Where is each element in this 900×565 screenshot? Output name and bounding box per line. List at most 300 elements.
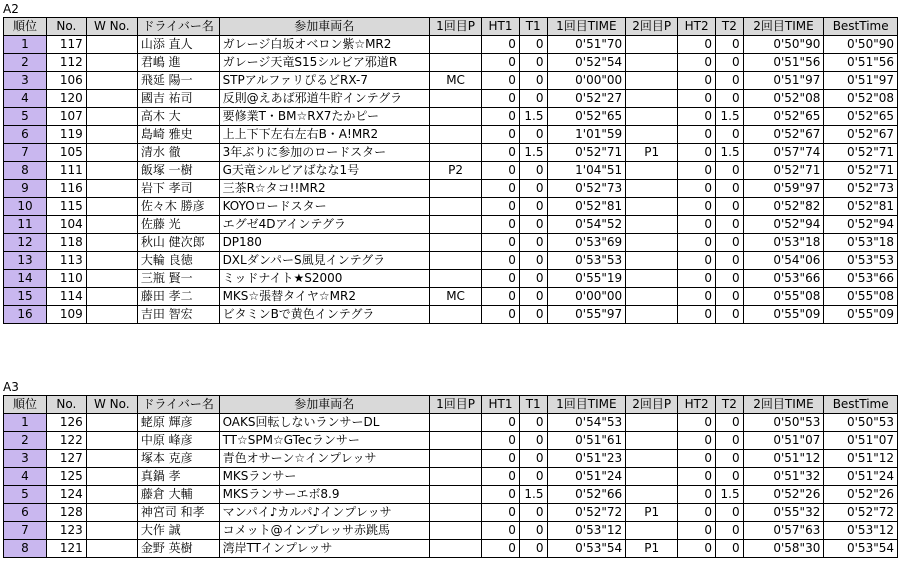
cell-ht2: 0 (678, 36, 716, 54)
cell-ht2: 0 (678, 288, 716, 306)
cell-run1-time: 0'52"54 (547, 54, 626, 72)
cell-run1-penalty (430, 486, 482, 504)
cell-t1: 1.5 (519, 108, 547, 126)
cell-position: 7 (4, 522, 47, 540)
cell-run1-time: 0'53"12 (547, 522, 626, 540)
cell-run1-time: 0'52"66 (547, 486, 626, 504)
cell-run1-penalty (430, 90, 482, 108)
column-header-ht2: HT2 (678, 396, 716, 414)
cell-car-number: 116 (46, 180, 86, 198)
cell-run2-penalty (626, 522, 678, 540)
cell-car-number: 112 (46, 54, 86, 72)
cell-car-name: ビタミンBで黄色インテグラ (219, 306, 429, 324)
cell-best-time: 0'51"56 (824, 54, 898, 72)
cell-t1: 0 (519, 252, 547, 270)
cell-t2: 0 (716, 72, 744, 90)
cell-run1-time: 0'53"69 (547, 234, 626, 252)
cell-ht1: 0 (482, 540, 520, 558)
table-row (4, 216, 898, 234)
cell-position: 2 (4, 54, 47, 72)
cell-run1-time: 0'52"27 (547, 90, 626, 108)
cell-car-name: 青色オサーン☆インプレッサ (219, 450, 429, 468)
cell-car-number: 105 (46, 144, 86, 162)
cell-run1-time: 0'55"19 (547, 270, 626, 288)
cell-position: 15 (4, 288, 47, 306)
cell-ht1: 0 (482, 234, 520, 252)
cell-run2-time: 0'58"30 (743, 540, 824, 558)
cell-car-name: KOYOロードスター (219, 198, 429, 216)
cell-driver-name: 金野 英樹 (137, 540, 219, 558)
cell-position: 8 (4, 540, 47, 558)
cell-t2: 0 (716, 126, 744, 144)
cell-run2-time: 0'59"97 (743, 180, 824, 198)
cell-ht2: 0 (678, 162, 716, 180)
cell-best-time: 0'53"54 (824, 540, 898, 558)
cell-w-number (86, 144, 137, 162)
cell-ht1: 0 (482, 252, 520, 270)
column-header-car-number: No. (46, 396, 86, 414)
cell-position: 10 (4, 198, 47, 216)
cell-driver-name: 神宮司 和孝 (137, 504, 219, 522)
column-header-w-number: W No. (86, 18, 137, 36)
cell-best-time: 0'51"12 (824, 450, 898, 468)
cell-driver-name: 真鍋 孝 (137, 468, 219, 486)
cell-run2-penalty (626, 252, 678, 270)
table-row (4, 522, 898, 540)
cell-t2: 0 (716, 432, 744, 450)
cell-car-name: DXLダンパーS風見インテグラ (219, 252, 429, 270)
cell-driver-name: 君嶋 進 (137, 54, 219, 72)
cell-run2-time: 0'52"08 (743, 90, 824, 108)
cell-w-number (86, 450, 137, 468)
cell-position: 8 (4, 162, 47, 180)
cell-run1-penalty (430, 522, 482, 540)
table-row (4, 72, 898, 90)
cell-car-number: 119 (46, 126, 86, 144)
cell-ht1: 0 (482, 144, 520, 162)
cell-run1-penalty (430, 144, 482, 162)
cell-ht1: 0 (482, 198, 520, 216)
cell-run1-penalty: P2 (430, 162, 482, 180)
cell-run1-time: 0'52"81 (547, 198, 626, 216)
cell-driver-name: 大作 誠 (137, 522, 219, 540)
cell-ht2: 0 (678, 450, 716, 468)
cell-t2: 0 (716, 468, 744, 486)
class-label-a3: A3 (3, 380, 19, 394)
column-header-best-time: BestTime (824, 18, 898, 36)
cell-w-number (86, 486, 137, 504)
cell-t2: 0 (716, 306, 744, 324)
cell-car-name: 反則@えあば邪道牛貯インテグラ (219, 90, 429, 108)
cell-run2-penalty (626, 486, 678, 504)
cell-best-time: 0'55"08 (824, 288, 898, 306)
cell-run2-time: 0'55"08 (743, 288, 824, 306)
cell-run2-time: 0'53"66 (743, 270, 824, 288)
cell-run2-penalty: P1 (626, 540, 678, 558)
cell-car-number: 126 (46, 414, 86, 432)
cell-driver-name: 高木 大 (137, 108, 219, 126)
cell-w-number (86, 126, 137, 144)
cell-t1: 0 (519, 180, 547, 198)
column-header-ht2: HT2 (678, 18, 716, 36)
cell-position: 4 (4, 90, 47, 108)
cell-position: 1 (4, 36, 47, 54)
cell-t2: 0 (716, 216, 744, 234)
cell-run1-time: 0'51"61 (547, 432, 626, 450)
cell-run2-penalty (626, 234, 678, 252)
cell-car-number: 118 (46, 234, 86, 252)
cell-w-number (86, 108, 137, 126)
cell-run2-time: 0'52"71 (743, 162, 824, 180)
cell-t1: 0 (519, 450, 547, 468)
cell-car-number: 117 (46, 36, 86, 54)
cell-ht2: 0 (678, 468, 716, 486)
cell-t2: 1.5 (716, 108, 744, 126)
table-row (4, 414, 898, 432)
cell-ht1: 0 (482, 468, 520, 486)
cell-ht2: 0 (678, 72, 716, 90)
cell-t1: 0 (519, 522, 547, 540)
cell-w-number (86, 504, 137, 522)
column-header-t2: T2 (716, 18, 744, 36)
cell-t2: 0 (716, 90, 744, 108)
cell-ht2: 0 (678, 126, 716, 144)
cell-position: 3 (4, 450, 47, 468)
cell-run2-time: 0'52"67 (743, 126, 824, 144)
cell-t1: 0 (519, 90, 547, 108)
cell-best-time: 0'51"07 (824, 432, 898, 450)
cell-car-name: 要修業T・BM☆RX7たかピー (219, 108, 429, 126)
cell-run1-penalty (430, 198, 482, 216)
cell-ht1: 0 (482, 54, 520, 72)
cell-car-name: MKS☆張替タイヤ☆MR2 (219, 288, 429, 306)
cell-position: 14 (4, 270, 47, 288)
cell-best-time: 0'52"65 (824, 108, 898, 126)
cell-run1-penalty (430, 180, 482, 198)
cell-run2-penalty (626, 306, 678, 324)
cell-driver-name: 藤倉 大輔 (137, 486, 219, 504)
cell-run2-penalty (626, 450, 678, 468)
cell-position: 6 (4, 504, 47, 522)
cell-driver-name: 清水 徹 (137, 144, 219, 162)
table-row (4, 252, 898, 270)
cell-t2: 0 (716, 234, 744, 252)
cell-t2: 0 (716, 522, 744, 540)
table-row (4, 54, 898, 72)
column-header-car-name: 参加車両名 (219, 18, 429, 36)
cell-t1: 0 (519, 216, 547, 234)
cell-t2: 0 (716, 252, 744, 270)
cell-t1: 0 (519, 468, 547, 486)
cell-position: 5 (4, 486, 47, 504)
cell-car-name: マンパイ♪カルパ♪インプレッサ (219, 504, 429, 522)
table-row (4, 234, 898, 252)
cell-run2-time: 0'52"65 (743, 108, 824, 126)
cell-best-time: 0'51"24 (824, 468, 898, 486)
cell-run1-penalty (430, 54, 482, 72)
cell-run2-penalty (626, 126, 678, 144)
cell-t1: 0 (519, 54, 547, 72)
cell-w-number (86, 234, 137, 252)
cell-car-number: 113 (46, 252, 86, 270)
results-table-a3 (3, 395, 898, 558)
cell-run2-penalty (626, 72, 678, 90)
cell-position: 12 (4, 234, 47, 252)
cell-run2-penalty (626, 288, 678, 306)
cell-best-time: 0'52"94 (824, 216, 898, 234)
cell-t1: 0 (519, 414, 547, 432)
cell-run1-time: 0'51"24 (547, 468, 626, 486)
cell-ht2: 0 (678, 504, 716, 522)
cell-w-number (86, 288, 137, 306)
cell-ht2: 0 (678, 414, 716, 432)
cell-run1-time: 0'52"65 (547, 108, 626, 126)
cell-driver-name: 塚本 克彦 (137, 450, 219, 468)
cell-ht1: 0 (482, 450, 520, 468)
cell-t2: 0 (716, 180, 744, 198)
cell-run1-time: 0'53"54 (547, 540, 626, 558)
cell-w-number (86, 162, 137, 180)
cell-run1-time: 1'04"51 (547, 162, 626, 180)
cell-car-name: コメット@インプレッサ赤跳馬 (219, 522, 429, 540)
cell-car-number: 124 (46, 486, 86, 504)
cell-run1-time: 0'52"73 (547, 180, 626, 198)
table-row (4, 144, 898, 162)
cell-run2-time: 0'53"18 (743, 234, 824, 252)
cell-ht2: 0 (678, 144, 716, 162)
cell-w-number (86, 36, 137, 54)
cell-car-number: 123 (46, 522, 86, 540)
cell-best-time: 0'53"53 (824, 252, 898, 270)
cell-run2-time: 0'50"53 (743, 414, 824, 432)
cell-t2: 0 (716, 288, 744, 306)
cell-driver-name: 山添 直人 (137, 36, 219, 54)
cell-t1: 0 (519, 234, 547, 252)
cell-car-name: STPアルファリぴるどRX-7 (219, 72, 429, 90)
cell-w-number (86, 522, 137, 540)
cell-car-name: 3年ぶりに参加のロードスター (219, 144, 429, 162)
class-label-a2: A2 (3, 2, 19, 16)
column-header-w-number: W No. (86, 396, 137, 414)
cell-run2-time: 0'57"63 (743, 522, 824, 540)
column-header-ht1: HT1 (482, 396, 520, 414)
table-row (4, 270, 898, 288)
cell-t2: 0 (716, 450, 744, 468)
cell-ht2: 0 (678, 90, 716, 108)
table-row (4, 540, 898, 558)
cell-position: 16 (4, 306, 47, 324)
cell-driver-name: 吉田 智宏 (137, 306, 219, 324)
cell-run1-penalty (430, 450, 482, 468)
cell-car-number: 111 (46, 162, 86, 180)
cell-run2-penalty (626, 198, 678, 216)
header-row (4, 396, 898, 414)
cell-best-time: 0'50"53 (824, 414, 898, 432)
cell-t1: 0 (519, 270, 547, 288)
cell-car-number: 114 (46, 288, 86, 306)
cell-car-name: 三茶R☆タコ!!MR2 (219, 180, 429, 198)
cell-w-number (86, 414, 137, 432)
table-row (4, 36, 898, 54)
cell-run2-penalty (626, 270, 678, 288)
column-header-run2-time: 2回目TIME (743, 18, 824, 36)
cell-run1-time: 0'53"53 (547, 252, 626, 270)
cell-car-name: ガレージ天竜S15シルビア邪道R (219, 54, 429, 72)
cell-position: 1 (4, 414, 47, 432)
cell-run2-time: 0'52"26 (743, 486, 824, 504)
cell-run2-penalty (626, 216, 678, 234)
cell-ht1: 0 (482, 432, 520, 450)
cell-ht2: 0 (678, 306, 716, 324)
cell-best-time: 0'53"66 (824, 270, 898, 288)
cell-w-number (86, 72, 137, 90)
cell-driver-name: 蛯原 輝彦 (137, 414, 219, 432)
column-header-run1-time: 1回目TIME (547, 18, 626, 36)
cell-ht2: 0 (678, 540, 716, 558)
cell-best-time: 0'52"73 (824, 180, 898, 198)
cell-run2-time: 0'51"56 (743, 54, 824, 72)
cell-driver-name: 秋山 健次郎 (137, 234, 219, 252)
cell-t2: 0 (716, 162, 744, 180)
table-row (4, 198, 898, 216)
cell-run2-penalty (626, 432, 678, 450)
cell-car-name: 湾岸TTインプレッサ (219, 540, 429, 558)
cell-car-number: 106 (46, 72, 86, 90)
cell-ht1: 0 (482, 522, 520, 540)
cell-run1-time: 0'52"72 (547, 504, 626, 522)
cell-driver-name: 藤田 孝二 (137, 288, 219, 306)
cell-best-time: 0'52"71 (824, 162, 898, 180)
cell-t2: 1.5 (716, 144, 744, 162)
cell-car-number: 115 (46, 198, 86, 216)
cell-car-name: ガレージ白坂オベロン紫☆MR2 (219, 36, 429, 54)
cell-t2: 0 (716, 270, 744, 288)
cell-t1: 0 (519, 36, 547, 54)
cell-ht2: 0 (678, 180, 716, 198)
cell-t1: 0 (519, 540, 547, 558)
cell-driver-name: 佐々木 勝彦 (137, 198, 219, 216)
cell-position: 7 (4, 144, 47, 162)
cell-t1: 0 (519, 504, 547, 522)
column-header-run1-penalty: 1回目P (430, 396, 482, 414)
cell-run2-penalty (626, 180, 678, 198)
cell-run2-time: 0'52"82 (743, 198, 824, 216)
table-row (4, 432, 898, 450)
cell-run2-time: 0'57"74 (743, 144, 824, 162)
cell-run1-time: 1'01"59 (547, 126, 626, 144)
cell-t1: 0 (519, 198, 547, 216)
cell-run2-time: 0'55"09 (743, 306, 824, 324)
cell-run1-penalty (430, 504, 482, 522)
column-header-car-name: 参加車両名 (219, 396, 429, 414)
cell-run2-time: 0'55"32 (743, 504, 824, 522)
cell-run1-time: 0'51"70 (547, 36, 626, 54)
table-row (4, 486, 898, 504)
cell-w-number (86, 180, 137, 198)
cell-ht2: 0 (678, 54, 716, 72)
cell-position: 6 (4, 126, 47, 144)
cell-run2-time: 0'52"94 (743, 216, 824, 234)
cell-t1: 1.5 (519, 486, 547, 504)
cell-run1-time: 0'52"71 (547, 144, 626, 162)
cell-t1: 0 (519, 432, 547, 450)
cell-run1-penalty (430, 36, 482, 54)
cell-w-number (86, 252, 137, 270)
column-header-car-number: No. (46, 18, 86, 36)
cell-ht1: 0 (482, 270, 520, 288)
table-row (4, 108, 898, 126)
cell-w-number (86, 90, 137, 108)
cell-car-number: 120 (46, 90, 86, 108)
cell-t2: 1.5 (716, 486, 744, 504)
cell-driver-name: 大輪 良徳 (137, 252, 219, 270)
cell-best-time: 0'51"97 (824, 72, 898, 90)
table-row (4, 180, 898, 198)
cell-t2: 0 (716, 36, 744, 54)
cell-ht2: 0 (678, 198, 716, 216)
cell-best-time: 0'53"12 (824, 522, 898, 540)
cell-best-time: 0'53"18 (824, 234, 898, 252)
cell-run1-penalty (430, 216, 482, 234)
cell-run2-penalty (626, 414, 678, 432)
cell-ht1: 0 (482, 306, 520, 324)
cell-ht1: 0 (482, 216, 520, 234)
cell-run2-penalty: P1 (626, 144, 678, 162)
cell-w-number (86, 540, 137, 558)
cell-ht2: 0 (678, 108, 716, 126)
cell-run2-time: 0'51"12 (743, 450, 824, 468)
cell-car-name: G天竜シルビアばなな1号 (219, 162, 429, 180)
table-row (4, 306, 898, 324)
cell-run1-penalty (430, 108, 482, 126)
cell-car-number: 122 (46, 432, 86, 450)
cell-position: 3 (4, 72, 47, 90)
table-row (4, 288, 898, 306)
cell-run2-penalty (626, 36, 678, 54)
cell-car-name: ミッドナイト★S2000 (219, 270, 429, 288)
results-table-a2 (3, 17, 898, 324)
cell-driver-name: 飛延 陽一 (137, 72, 219, 90)
cell-best-time: 0'55"09 (824, 306, 898, 324)
cell-run1-time: 0'55"97 (547, 306, 626, 324)
column-header-run2-penalty: 2回目P (626, 18, 678, 36)
cell-run1-time: 0'00"00 (547, 288, 626, 306)
cell-w-number (86, 270, 137, 288)
cell-ht2: 0 (678, 216, 716, 234)
cell-run1-penalty: MC (430, 288, 482, 306)
cell-ht2: 0 (678, 252, 716, 270)
cell-run2-penalty (626, 54, 678, 72)
cell-driver-name: 岩下 孝司 (137, 180, 219, 198)
cell-ht1: 0 (482, 414, 520, 432)
cell-ht1: 0 (482, 72, 520, 90)
cell-t1: 0 (519, 288, 547, 306)
column-header-run1-penalty: 1回目P (430, 18, 482, 36)
cell-position: 9 (4, 180, 47, 198)
cell-t1: 0 (519, 72, 547, 90)
cell-position: 2 (4, 432, 47, 450)
cell-ht2: 0 (678, 522, 716, 540)
cell-best-time: 0'52"67 (824, 126, 898, 144)
cell-driver-name: 佐藤 光 (137, 216, 219, 234)
cell-run1-penalty: MC (430, 72, 482, 90)
cell-t2: 0 (716, 198, 744, 216)
cell-run1-time: 0'54"52 (547, 216, 626, 234)
table-row (4, 162, 898, 180)
cell-car-number: 125 (46, 468, 86, 486)
cell-best-time: 0'50"90 (824, 36, 898, 54)
cell-position: 4 (4, 468, 47, 486)
